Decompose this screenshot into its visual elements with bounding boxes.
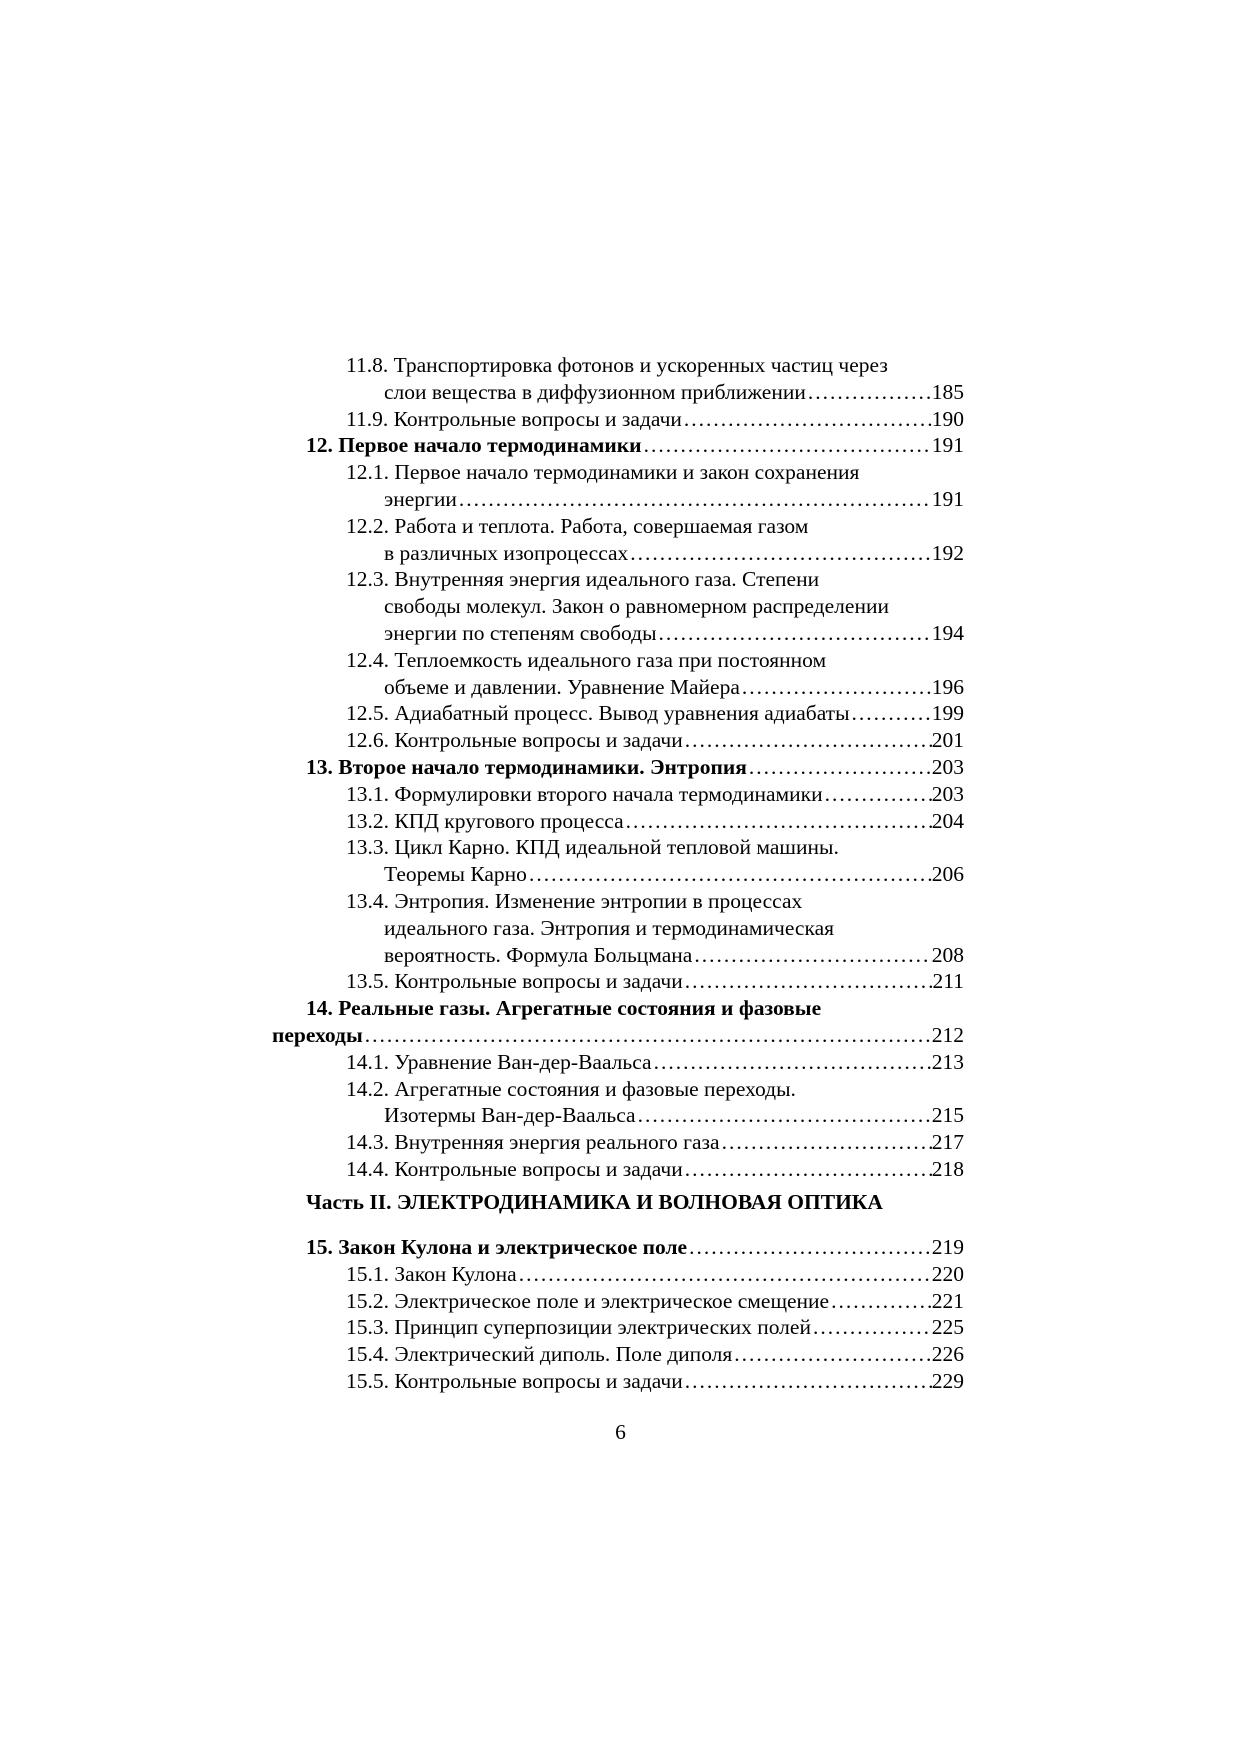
toc-section-entry: [272, 352, 964, 406]
toc-title: 13.1. Формулировки второго начала термодинамики: [346, 781, 823, 806]
dot-leader: [636, 1102, 932, 1129]
toc-line: [272, 406, 964, 433]
dot-leader: [806, 379, 932, 406]
toc-line: [272, 486, 964, 513]
toc-title: 13.3. Цикл Карно. КПД идеальной тепловой машины.: [346, 835, 839, 860]
dot-leader: [732, 1341, 931, 1368]
toc-chapter-entry: [272, 995, 964, 1049]
toc-line: [272, 942, 964, 969]
toc-section-entry: [272, 1288, 964, 1315]
toc-page-number: 211: [932, 969, 964, 994]
dot-leader: [747, 754, 932, 781]
toc-page-number: 190: [931, 406, 964, 431]
table-of-contents: [272, 352, 964, 1183]
dot-leader: [527, 861, 932, 888]
toc-page-number: 201: [931, 728, 964, 753]
toc-title: объеме и давлении. Уравнение Майера: [384, 674, 740, 699]
toc-page-number: 213: [931, 1049, 964, 1074]
dot-leader: [624, 808, 932, 835]
toc-section-entry: [272, 1261, 964, 1288]
dot-leader: [811, 1314, 932, 1341]
toc-title: 14.1. Уравнение Ван-дер-Ваальса: [346, 1049, 652, 1074]
toc-page-number: 225: [931, 1315, 964, 1340]
toc-line: [272, 968, 964, 995]
toc-page-number: 220: [931, 1261, 964, 1286]
toc-title: 13.5. Контрольные вопросы и задачи: [346, 969, 683, 994]
toc-title: 15.4. Электрический диполь. Поле диполя: [346, 1342, 733, 1367]
toc-title: энергии: [384, 486, 457, 511]
dot-leader: [720, 1129, 932, 1156]
toc-page-number: 191: [931, 486, 964, 511]
toc-line: [272, 1261, 964, 1288]
toc-page-number: 204: [931, 808, 964, 833]
toc-title: 12.3. Внутренняя энергия идеального газа. Степени: [346, 567, 820, 592]
toc-title: 14.3. Внутренняя энергия реального газа: [346, 1130, 720, 1155]
toc-page-number: 194: [931, 620, 964, 645]
toc-line: [272, 1234, 964, 1261]
toc-title: Изотермы Ван-дер-Ваальса: [384, 1103, 636, 1128]
toc-section-entry: [272, 700, 964, 727]
toc-line: [272, 1368, 964, 1395]
toc-page-number: 218: [931, 1156, 964, 1181]
toc-line: [272, 1049, 964, 1076]
dot-leader: [683, 1368, 932, 1395]
dot-leader: [683, 727, 932, 754]
toc-line: [272, 540, 964, 567]
toc-title: энергии по степеням свободы: [384, 620, 657, 645]
toc-line: [272, 432, 964, 459]
toc-line: [272, 1314, 964, 1341]
toc-section-entry: [272, 513, 964, 567]
toc-section-entry: [272, 1156, 964, 1183]
toc-title: 15.3. Принцип суперпозиции электрических полей: [346, 1315, 811, 1340]
toc-section-entry: [272, 647, 964, 701]
toc-page-number: 217: [931, 1130, 964, 1155]
toc-section-entry: [272, 808, 964, 835]
toc-line: [272, 620, 964, 647]
toc-title: 12.2. Работа и теплота. Работа, совершаемая газом: [346, 513, 809, 538]
toc-page-number: 185: [931, 379, 964, 404]
toc-page-number: 199: [931, 701, 964, 726]
dot-leader: [683, 968, 933, 995]
toc-title: вероятность. Формула Больцмана: [384, 942, 693, 967]
toc-title: 14.4. Контрольные вопросы и задачи: [346, 1156, 683, 1181]
dot-leader: [642, 432, 932, 459]
toc-title: 13.2. КПД кругового процесса: [346, 808, 624, 833]
toc-page-number: 212: [931, 1022, 964, 1047]
toc-section-entry: [272, 888, 964, 968]
toc-page-number: 203: [931, 754, 964, 779]
dot-leader: [517, 1261, 932, 1288]
toc-title: 12.5. Адиабатный процесс. Вывод уравнения адиабаты: [346, 701, 850, 726]
toc-line: [272, 808, 964, 835]
toc-line: [272, 781, 964, 808]
toc-line: [272, 1022, 964, 1049]
toc-page-number: 221: [931, 1288, 964, 1313]
toc-section-entry: [272, 834, 964, 888]
toc-section-entry: [272, 968, 964, 995]
toc-title: свободы молекул. Закон о равномерном распределении: [384, 594, 889, 619]
dot-leader: [682, 406, 932, 433]
toc-section-entry: [272, 727, 964, 754]
dot-leader: [850, 700, 932, 727]
dot-leader: [652, 1049, 932, 1076]
toc-title: в различных изопроцессах: [384, 540, 629, 565]
dot-leader: [692, 942, 931, 969]
toc-title: 11.8. Транспортировка фотонов и ускоренных частиц через: [346, 353, 888, 377]
toc-title: 12.6. Контрольные вопросы и задачи: [346, 728, 683, 753]
toc-title: 15. Закон Кулона и электрическое поле: [306, 1235, 688, 1259]
toc-title: 13. Второе начало термодинамики. Энтропия: [306, 754, 747, 779]
toc-title: 12.4. Теплоемкость идеального газа при постоянном: [346, 647, 827, 672]
toc-page-number: 191: [931, 433, 964, 458]
toc-section-entry: [272, 781, 964, 808]
dot-leader: [829, 1288, 932, 1315]
toc-title: идеального газа. Энтропия и термодинамическая: [384, 915, 835, 940]
toc-title: 12. Первое начало термодинамики: [306, 433, 642, 458]
toc-title: слои вещества в диффузионном приближении: [384, 379, 806, 404]
toc-title: переходы: [272, 1022, 363, 1047]
dot-leader: [687, 1234, 932, 1261]
toc-title: 13.4. Энтропия. Изменение энтропии в процессах: [346, 888, 803, 913]
toc-section-entry: [272, 1129, 964, 1156]
toc-section-entry: [272, 1049, 964, 1076]
toc-line: [272, 1341, 964, 1368]
toc-page-number: 192: [931, 540, 964, 565]
toc-page-number: 206: [931, 862, 964, 887]
toc-section-entry: [272, 1368, 964, 1395]
toc-title: 12.1. Первое начало термодинамики и закон сохранения: [346, 460, 860, 485]
toc-section-entry: [272, 566, 964, 646]
toc-title: 11.9. Контрольные вопросы и задачи: [346, 406, 682, 431]
toc-page-number: 219: [931, 1235, 964, 1259]
toc-title: 15.5. Контрольные вопросы и задачи: [346, 1368, 683, 1393]
toc-line: [272, 727, 964, 754]
toc-line: [272, 379, 964, 406]
part-heading: Часть II. ЭЛЕКТРОДИНАМИКА И ВОЛНОВАЯ ОПТИКА: [306, 1190, 883, 1214]
dot-leader: [628, 540, 931, 567]
toc-chapter-entry: [272, 1234, 964, 1261]
toc-line: [272, 1288, 964, 1315]
toc-section-entry: [272, 1341, 964, 1368]
page-number: 6: [615, 1420, 626, 1444]
toc-page-number: 203: [931, 781, 964, 806]
toc-title: 14.2. Агрегатные состояния и фазовые переходы.: [346, 1076, 796, 1101]
toc-line: [272, 1129, 964, 1156]
toc-page-number: 229: [931, 1368, 964, 1393]
dot-leader: [657, 620, 932, 647]
toc-line: [272, 861, 964, 888]
toc-line: [272, 1156, 964, 1183]
dot-leader: [683, 1156, 932, 1183]
toc-page-number: 215: [931, 1103, 964, 1128]
dot-leader: [823, 781, 932, 808]
toc-chapter-entry: [272, 432, 964, 459]
toc-line: [272, 700, 964, 727]
toc-page-number: 196: [931, 674, 964, 699]
toc-title: 15.1. Закон Кулона: [346, 1261, 517, 1286]
toc-section-entry: [272, 459, 964, 513]
toc-title: Теоремы Карно: [384, 862, 527, 887]
toc-section-entry: [272, 1076, 964, 1130]
toc-page-number: 208: [931, 942, 964, 967]
dot-leader: [363, 1022, 932, 1049]
toc-title: 15.2. Электрическое поле и электрическое смещение: [346, 1288, 830, 1313]
toc-section-entry: [272, 1314, 964, 1341]
toc-section-entry: [272, 406, 964, 433]
toc-line: [272, 754, 964, 781]
dot-leader: [457, 486, 932, 513]
dot-leader: [740, 674, 932, 701]
table-of-contents-part-2: [272, 1234, 964, 1395]
toc-page-number: 226: [931, 1342, 964, 1367]
toc-chapter-entry: [272, 754, 964, 781]
toc-line: [272, 1102, 964, 1129]
toc-line: [272, 674, 964, 701]
toc-title: 14. Реальные газы. Агрегатные состояния и фазовые: [306, 996, 822, 1021]
